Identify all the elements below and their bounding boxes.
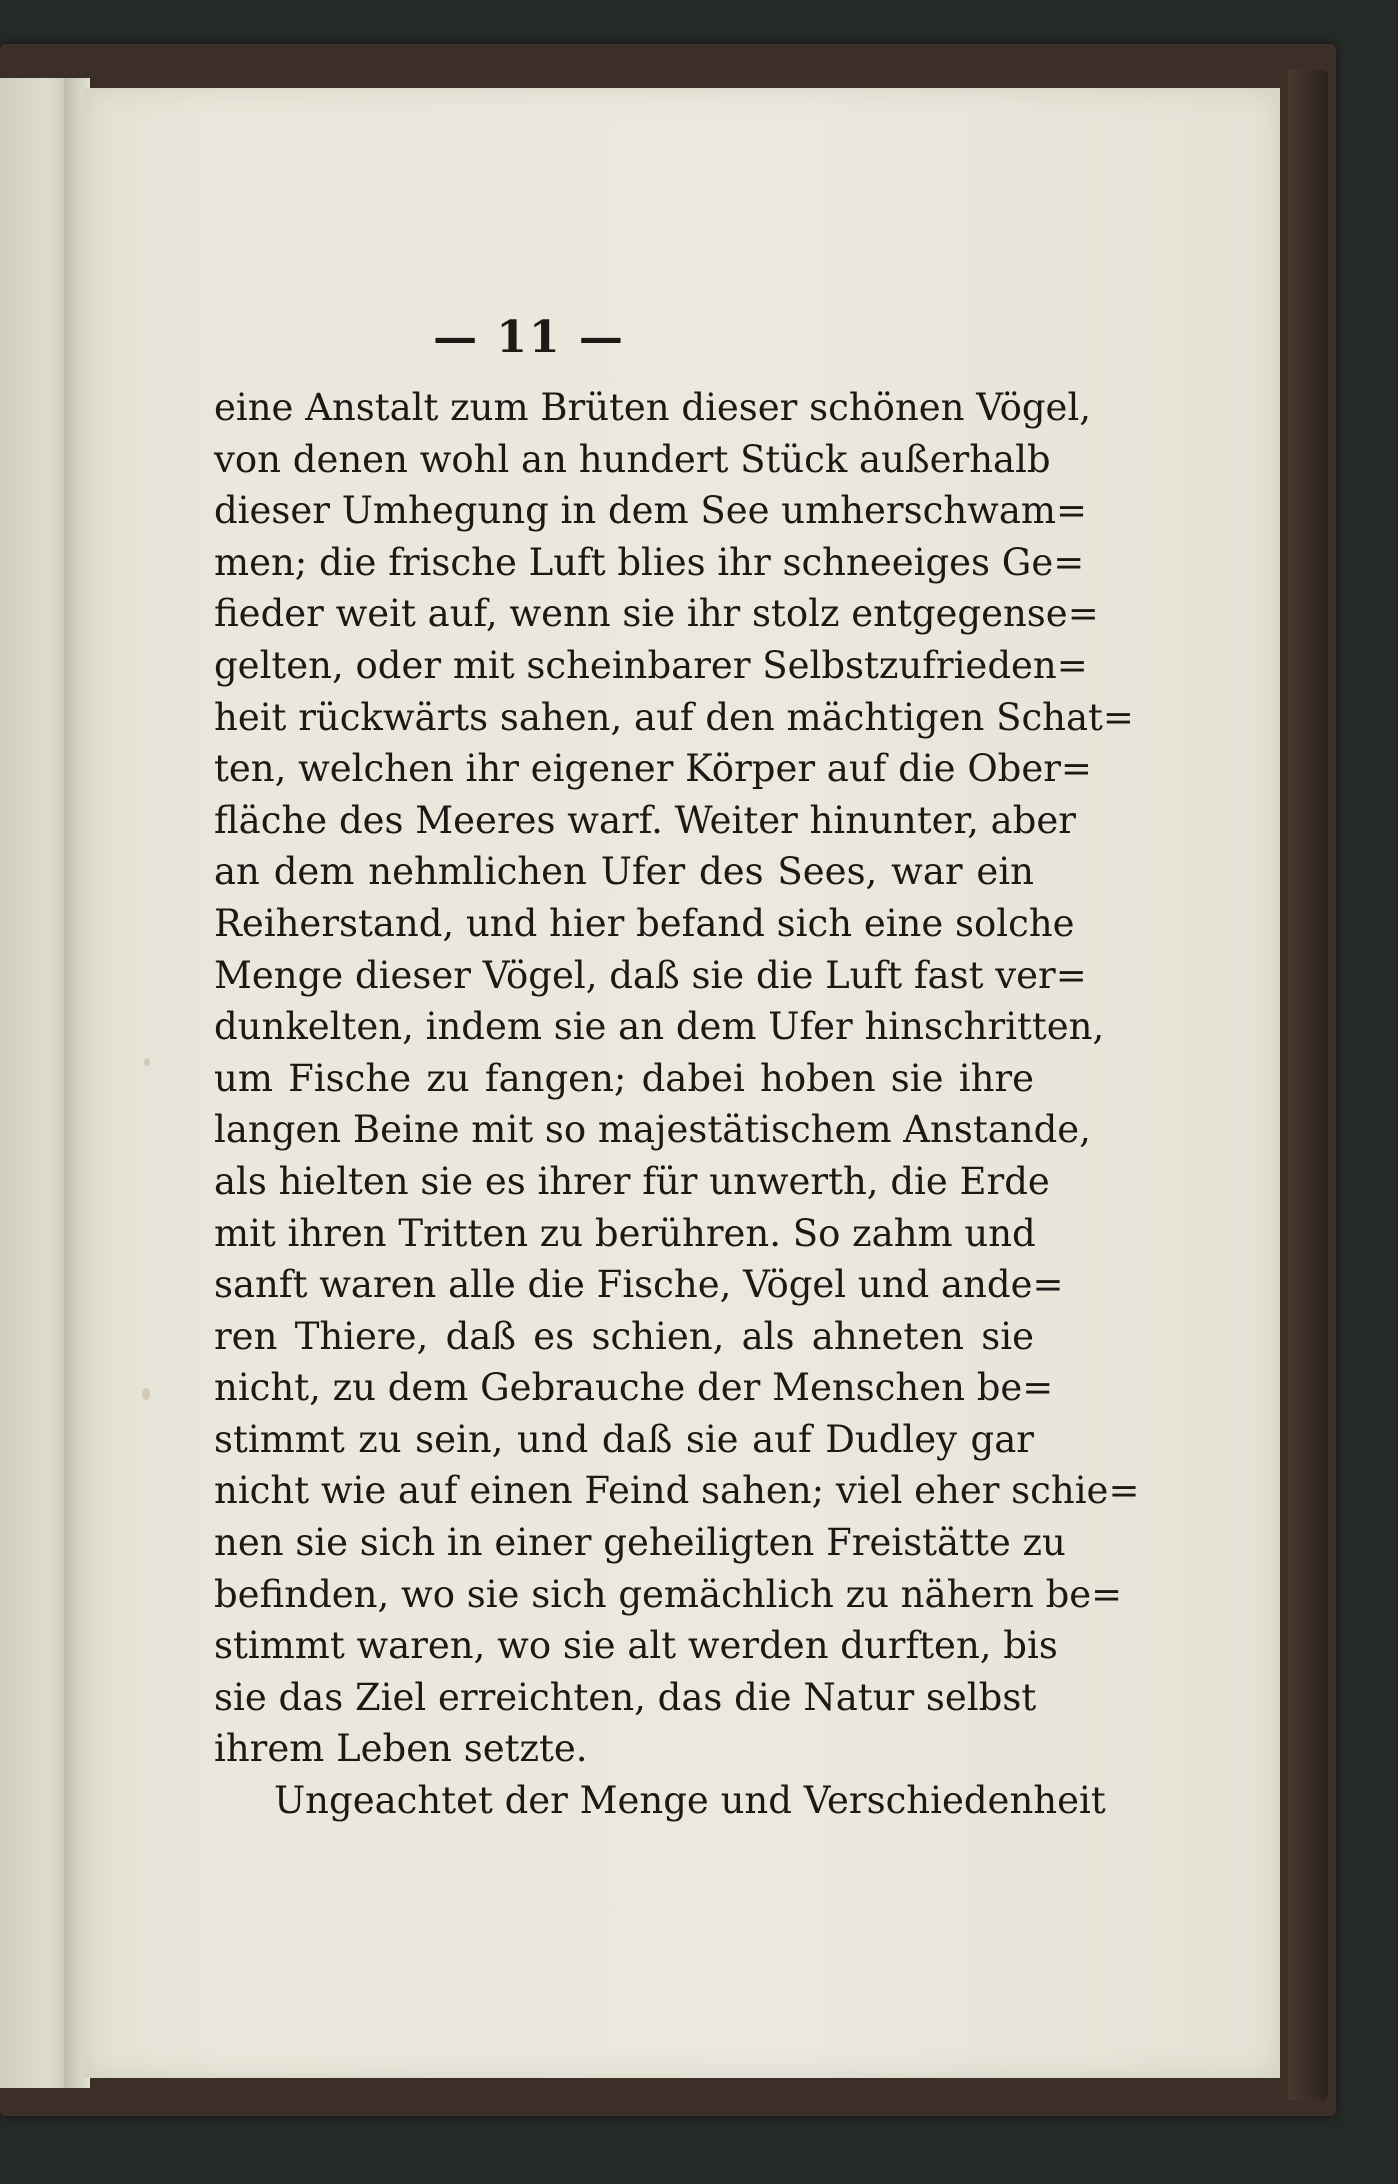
text-line: heit rückwärts sahen, auf den mächtigen Schat= [214,695,1134,739]
facing-page-edge [0,78,70,2088]
text-line: an dem nehmlichen Ufer des Sees, war ein [214,850,1034,894]
text-line: fläche des Meeres warf. Weiter hinunter, aber [214,798,1076,842]
text-line: um Fische zu fangen; dabei hoben sie ihre [214,1056,1034,1100]
text-line: ten, welchen ihr eigener Körper auf die Ober= [214,747,1092,791]
paper-stain [142,1388,150,1400]
text-line: als hielten sie es ihrer für unwerth, die Erde [214,1159,1050,1203]
page-number: — 11 — [433,312,625,363]
text-line: nicht wie auf einen Feind sahen; viel eher schie= [214,1469,1140,1513]
text-line: befinden, wo sie sich gemächlich zu nähern be= [214,1572,1123,1616]
text-line: sie das Ziel erreichten, das die Natur selbst [214,1675,1037,1719]
body-text [214,382,1140,1827]
paragraph-start-line: Ungeachtet der Menge und Verschiedenheit [274,1779,1106,1823]
text-line: ren Thiere, daß es schien, als ahneten sie [214,1314,1034,1358]
text-line: Menge dieser Vögel, daß sie die Luft fast ver= [214,953,1087,997]
cover-edge [1288,70,1328,2100]
text-line: men; die frische Luft blies ihr schneeiges Ge= [214,540,1085,584]
paper-stain [144,1058,150,1066]
text-line: gelten, oder mit scheinbarer Selbstzufrieden= [214,643,1088,687]
text-line: langen Beine mit so majestätischem Anstande, [214,1108,1091,1152]
text-line: dieser Umhegung in dem See umherschwam= [214,489,1087,533]
paragraph-end-line: ihrem Leben setzte. [214,1727,588,1771]
text-line: mit ihren Tritten zu berühren. So zahm und [214,1211,1036,1255]
text-line: stimmt waren, wo sie alt werden durften, bis [214,1624,1058,1668]
text-line: von denen wohl an hundert Stück außerhalb [214,437,1051,481]
text-line: Reiherstand, und hier befand sich eine solche [214,901,1075,945]
text-line: stimmt zu sein, und daß sie auf Dudley gar [214,1417,1034,1461]
text-line: eine Anstalt zum Brüten dieser schönen Vögel, [214,386,1092,429]
text-line: fieder weit auf, wenn sie ihr stolz entgegense= [214,592,1099,636]
text-line: nicht, zu dem Gebrauche der Menschen be= [214,1366,1054,1410]
text-line: dunkelten, indem sie an dem Ufer hinschritten, [214,1005,1105,1049]
text-line: nen sie sich in einer geheiligten Freistätte zu [214,1521,1066,1565]
book-page [84,88,1280,2078]
text-line: sanft waren alle die Fische, Vögel und ande= [214,1263,1064,1307]
